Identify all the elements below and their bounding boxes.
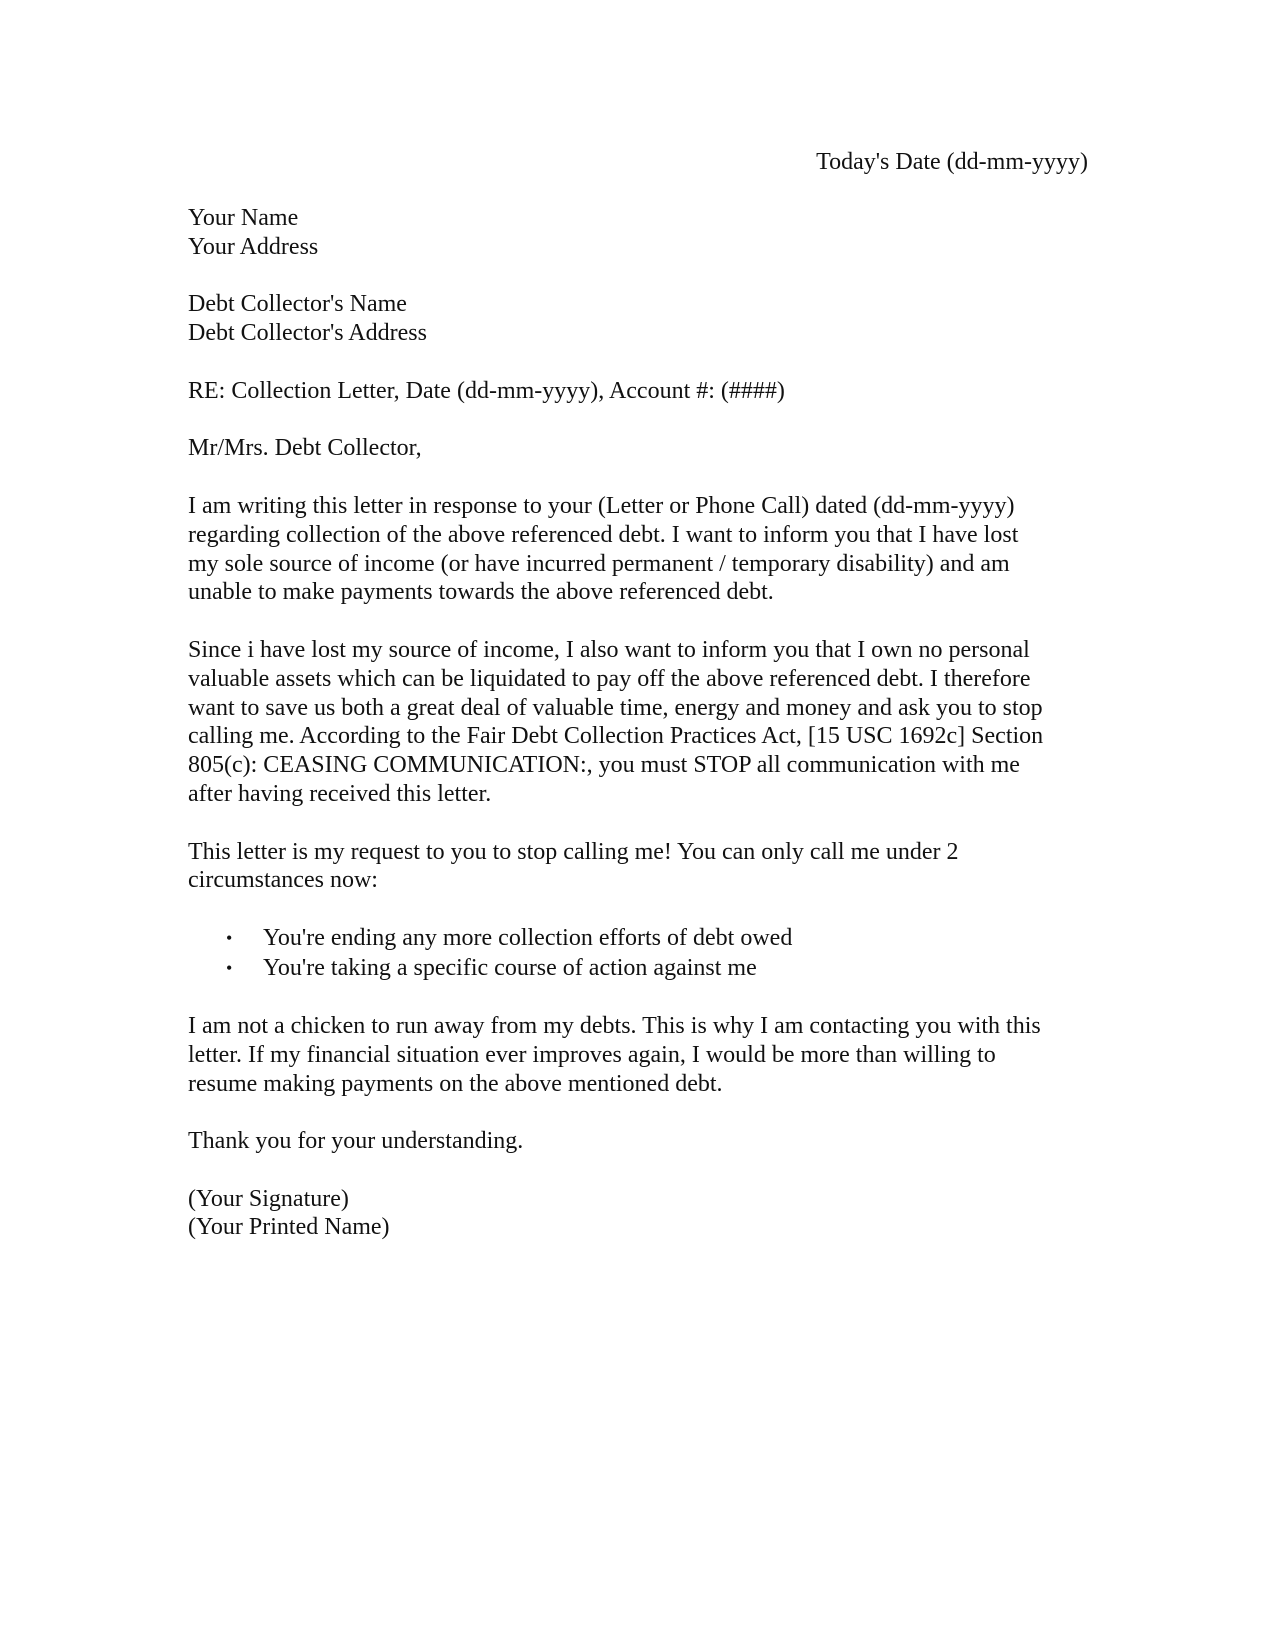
recipient-address: Debt Collector's Address [188, 320, 427, 347]
closing-text: Thank you for your understanding. [188, 1128, 524, 1155]
paragraph-line: 805(c): CEASING COMMUNICATION:, you must STOP all communication with me [188, 752, 1020, 779]
salutation [188, 434, 1093, 463]
paragraph-line: I am writing this letter in response to your (Letter or Phone Call) dated (dd-mm-yyyy) [188, 492, 1015, 519]
paragraph-response [188, 492, 1093, 607]
sender-block [188, 204, 1093, 262]
list-item-text: You're ending any more collection efforts of debt owed [263, 924, 793, 951]
signature-placeholder: (Your Signature) [188, 1185, 349, 1212]
paragraph-line: my sole source of income (or have incurred permanent / temporary disability) and am [188, 550, 1010, 577]
closing [188, 1127, 1093, 1156]
list-item [188, 954, 1093, 984]
printed-name-placeholder: (Your Printed Name) [188, 1214, 390, 1241]
recipient-name: Debt Collector's Name [188, 291, 407, 318]
sender-address: Your Address [188, 233, 319, 260]
paragraph-line: This letter is my request to you to stop calling me! You can only call me under 2 [188, 838, 959, 865]
paragraph-line: regarding collection of the above referenced debt. I want to inform you that I have lost [188, 521, 1019, 548]
paragraph-line: after having received this letter. [188, 780, 492, 807]
recipient-block [188, 290, 1093, 348]
list-item [188, 924, 1093, 954]
paragraph-line: resume making payments on the above mentioned debt. [188, 1070, 723, 1097]
paragraph-commitment [188, 1012, 1093, 1098]
paragraph-line: Since i have lost my source of income, I also want to inform you that I own no personal [188, 636, 1030, 663]
circumstances-list [188, 924, 1093, 983]
salutation-text: Mr/Mrs. Debt Collector, [188, 435, 422, 462]
paragraph-assets [188, 636, 1093, 809]
subject-line [188, 377, 1093, 406]
signature-block [188, 1185, 1093, 1243]
paragraph-line: circumstances now: [188, 867, 378, 894]
letter-date: Today's Date (dd-mm-yyyy) [816, 149, 1088, 175]
paragraph-line: calling me. According to the Fair Debt Collection Practices Act, [15 USC 1692c] Section [188, 723, 1044, 750]
bullet-icon: • [226, 927, 233, 948]
list-item-text: You're taking a specific course of action against me [263, 954, 757, 981]
bullet-icon: • [226, 957, 233, 978]
paragraph-line: unable to make payments towards the above referenced debt. [188, 579, 774, 606]
sender-name: Your Name [188, 205, 299, 231]
paragraph-request [188, 838, 1093, 896]
letter-body [188, 204, 1093, 1271]
paragraph-line: want to save us both a great deal of valuable time, energy and money and ask you to stop [188, 694, 1043, 721]
paragraph-line: letter. If my financial situation ever improves again, I would be more than willing to [188, 1041, 996, 1068]
paragraph-line: I am not a chicken to run away from my debts. This is why I am contacting you with this [188, 1012, 1041, 1039]
subject-text: RE: Collection Letter, Date (dd-mm-yyyy), Account #: (####) [188, 377, 785, 404]
paragraph-line: valuable assets which can be liquidated to pay off the above referenced debt. I therefore [188, 665, 1031, 692]
